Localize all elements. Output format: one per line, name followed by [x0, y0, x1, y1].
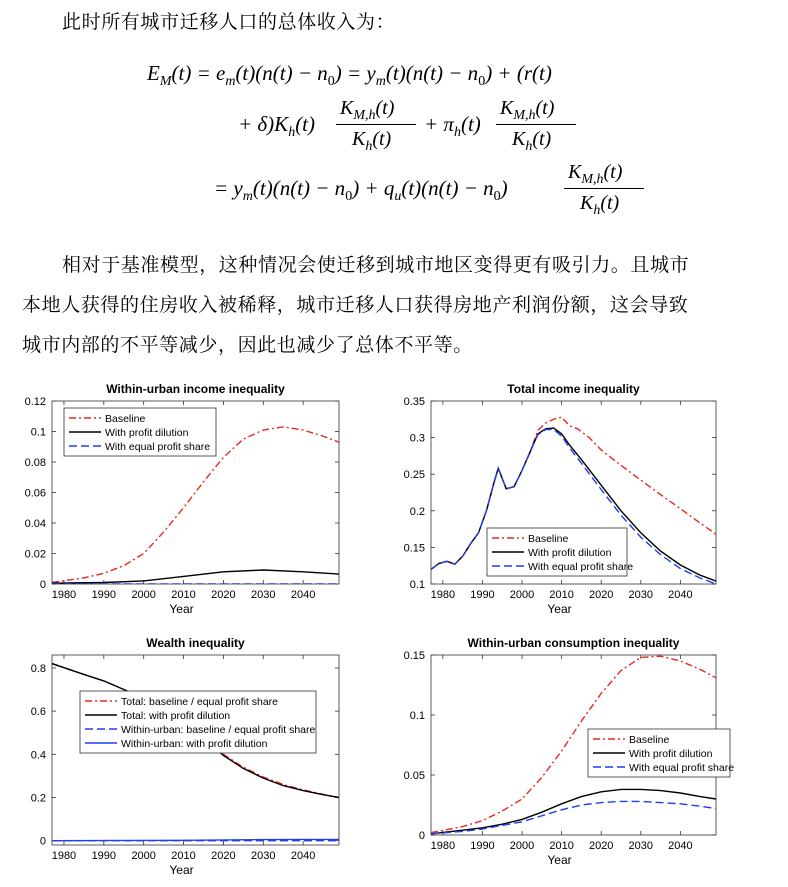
legend-label: With profit dilution — [629, 748, 713, 760]
y-tick-label: 0.8 — [30, 662, 46, 675]
x-tick-label: 2030 — [251, 850, 276, 862]
x-tick-label: 2010 — [171, 850, 196, 862]
intro-text: 此时所有城市迁移人口的总体收入为： — [62, 11, 396, 33]
y-tick-label: 0.2 — [30, 792, 46, 805]
x-tick-label: 1990 — [91, 850, 117, 862]
y-tick-label: 0.1 — [409, 579, 425, 591]
x-axis-label: Year — [169, 863, 194, 877]
y-tick-label: 0.08 — [24, 457, 46, 469]
x-tick-label: 2010 — [171, 589, 196, 601]
chart-wealth — [0, 632, 394, 887]
y-tick-label: 0.25 — [403, 469, 425, 482]
x-tick-label: 2030 — [628, 840, 654, 852]
y-tick-label: 0.04 — [24, 518, 46, 530]
y-tick-label: 0.02 — [24, 548, 46, 561]
x-tick-label: 1990 — [470, 589, 495, 601]
body-line-1: 相对于基准模型，这种情况会使迁移到城市地区变得更有吸引力。且城市 — [62, 254, 690, 276]
y-tick-label: 0 — [39, 579, 46, 591]
legend-label: Total: with profit dilution — [121, 710, 231, 722]
chart-total-income — [394, 378, 788, 628]
chart-title: Within-urban income inequality — [106, 382, 285, 396]
x-tick-label: 2010 — [549, 589, 574, 601]
body-line-3: 城市内部的不平等减少，因此也减少了总体不平等。 — [22, 334, 473, 356]
legend-label: With equal profit share — [629, 762, 735, 774]
x-tick-label: 1980 — [51, 589, 77, 601]
legend-label: Total: baseline / equal profit share — [121, 696, 279, 708]
y-tick-label: 0.1 — [30, 426, 46, 439]
x-tick-label: 2040 — [290, 589, 316, 601]
x-tick-label: 1980 — [51, 850, 77, 862]
x-tick-label: 2020 — [588, 840, 614, 852]
x-tick-label: 2040 — [668, 589, 693, 601]
y-tick-label: 0.1 — [409, 710, 425, 722]
x-tick-label: 2000 — [509, 840, 535, 852]
legend-label: Within-urban: with profit dilution — [121, 738, 268, 750]
x-tick-label: 1990 — [91, 589, 117, 601]
x-tick-label: 1980 — [430, 589, 456, 601]
body-line-2: 本地人获得的住房收入被稀释，城市迁移人口获得房地产利润份额，这会导致 — [22, 294, 689, 316]
y-tick-label: 0 — [418, 830, 425, 842]
x-tick-label: 2040 — [668, 840, 693, 852]
y-tick-label: 0 — [39, 835, 46, 848]
legend-label: Baseline — [629, 734, 670, 746]
y-tick-label: 0.2 — [409, 505, 425, 518]
y-tick-label: 0.4 — [30, 749, 46, 762]
y-tick-label: 0.35 — [403, 396, 425, 408]
y-tick-label: 0.15 — [403, 542, 425, 555]
legend-label: With profit dilution — [528, 547, 612, 559]
y-tick-label: 0.3 — [409, 432, 425, 445]
x-tick-label: 1980 — [430, 840, 456, 852]
x-tick-label: 2020 — [588, 589, 614, 601]
x-axis-label: Year — [547, 853, 572, 867]
equation: $E_M(t) = e_m(t)(n(t) - n_0) = y_m(t)(n(t) - n_0) + (r(t)$ + $\delta)K_h(t)$ $K_{M,h}(t)$ $K_h(t)$ + $\pi_h(t)$ $K_{M,h}(t)$ $K_h(t)$ = $y_m(t)(n(t) - n_0) + q_u(t)(n(t) - n_0)$ $K_{M,h}(t)$ $K_h(t)$ — [0, 0, 788, 230]
chart-title: Within-urban consumption inequality — [467, 636, 680, 650]
chart-within-urban-income — [0, 378, 394, 628]
x-tick-label: 2030 — [628, 589, 654, 601]
legend-label: Within-urban: baseline / equal profit share — [121, 724, 316, 736]
y-tick-label: 0.05 — [403, 770, 425, 782]
chart-within-urban-consumption — [394, 632, 788, 887]
legend-label: With profit dilution — [105, 427, 189, 439]
x-axis-label: Year — [169, 602, 194, 616]
x-tick-label: 2020 — [211, 589, 236, 601]
x-tick-label: 2010 — [549, 840, 574, 852]
legend-label: Baseline — [105, 413, 146, 425]
y-tick-label: 0.15 — [403, 650, 425, 662]
x-tick-label: 2000 — [131, 589, 156, 601]
x-tick-label: 2000 — [131, 850, 156, 862]
y-tick-label: 0.6 — [30, 706, 46, 719]
x-tick-label: 1990 — [470, 840, 495, 852]
y-tick-label: 0.06 — [24, 487, 46, 500]
chart-title: Wealth inequality — [146, 636, 245, 650]
x-tick-label: 2030 — [251, 589, 276, 601]
x-tick-label: 2040 — [290, 850, 316, 862]
legend-label: With equal profit share — [528, 561, 634, 573]
x-tick-label: 2000 — [509, 589, 535, 601]
legend-label: Baseline — [528, 533, 569, 545]
chart-title: Total income inequality — [507, 382, 640, 396]
y-tick-label: 0.12 — [24, 396, 46, 408]
x-axis-label: Year — [547, 602, 572, 616]
legend-label: With equal profit share — [105, 441, 211, 453]
x-tick-label: 2020 — [211, 850, 236, 862]
